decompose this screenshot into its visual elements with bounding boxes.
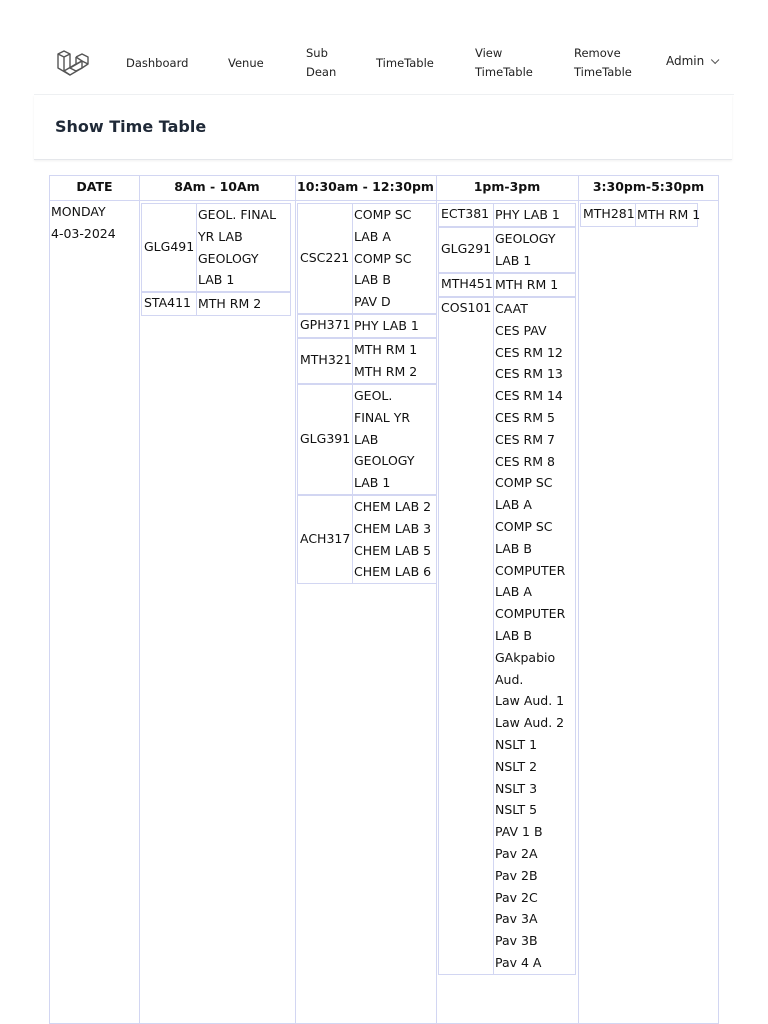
course-code: COS101 <box>441 300 492 315</box>
course-divider <box>635 204 636 226</box>
nav-view-timetable[interactable]: View TimeTable <box>475 46 533 79</box>
venue-name: MTH RM 1 <box>637 207 701 222</box>
chevron-down-icon <box>711 56 719 64</box>
course-divider <box>352 385 353 494</box>
course-entry <box>438 297 576 975</box>
course-entry <box>297 338 437 384</box>
venue-name: LAB A <box>495 584 532 600</box>
course-venues <box>495 228 555 272</box>
venue-name: Pav 3A <box>495 911 538 927</box>
column-header-slot-2: 10:30am - 12:30pm <box>297 179 434 194</box>
venue-name: PAV D <box>354 294 391 310</box>
course-venues <box>354 204 412 313</box>
timetable-grid <box>49 175 719 1024</box>
column-header-slot-1: 8Am - 10Am <box>174 179 260 194</box>
venue-name: LAB B <box>495 540 532 556</box>
course-entry <box>297 495 437 584</box>
venue-name: LAB A <box>354 228 391 244</box>
header-divider <box>50 200 718 201</box>
venue-name: COMP SC <box>495 475 553 491</box>
page-title: Show Time Table <box>55 117 207 136</box>
venue-name: Pav 2C <box>495 889 538 905</box>
venue-name: CHEM LAB 2 <box>354 499 432 514</box>
course-entry <box>438 227 576 273</box>
venue-name: CES RM 8 <box>495 453 555 469</box>
venue-name: COMPUTER <box>495 606 566 622</box>
venue-name: Law Aud. 1 <box>495 693 565 709</box>
venue-name: NSLT 5 <box>495 802 538 818</box>
course-code: CSC221 <box>300 250 350 265</box>
user-name: Admin <box>666 54 705 68</box>
venue-name: MTH RM 1 <box>495 277 559 292</box>
venue-name: LAB B <box>354 272 391 288</box>
venue-name: Aud. <box>495 671 524 687</box>
venue-name: LAB 1 <box>495 252 532 268</box>
course-code: GLG291 <box>441 241 492 256</box>
course-entry <box>438 273 576 297</box>
column-divider <box>578 176 579 1023</box>
venue-name: GAkpabio <box>495 649 556 665</box>
course-divider <box>352 339 353 383</box>
page-header <box>34 95 732 160</box>
venue-name: Pav 2B <box>495 867 538 883</box>
venue-name: PAV 1 B <box>495 824 543 840</box>
venue-name: CHEM LAB 5 <box>354 542 432 558</box>
course-code: ACH317 <box>300 531 351 546</box>
venue-name: MTH RM 2 <box>354 363 418 379</box>
column-header-date: DATE <box>76 179 113 194</box>
course-divider <box>352 496 353 583</box>
course-venues <box>354 385 414 494</box>
course-venues <box>495 298 565 974</box>
venue-name: YR LAB <box>198 228 243 244</box>
venue-name: Pav 4 A <box>495 954 542 970</box>
venue-name: GEOL. <box>354 388 393 403</box>
day-label: MONDAY <box>51 204 106 219</box>
venue-name: LAB A <box>495 497 532 513</box>
venue-name: MTH RM 1 <box>354 342 418 357</box>
nav-timetable[interactable]: TimeTable <box>376 56 434 70</box>
course-divider <box>352 204 353 313</box>
venue-name: CES RM 5 <box>495 409 555 425</box>
course-entry <box>580 203 701 227</box>
laravel-logo-icon[interactable] <box>55 48 89 82</box>
venue-name: CES RM 14 <box>495 388 563 404</box>
venue-name: COMPUTER <box>495 562 566 578</box>
course-entry <box>297 314 437 338</box>
course-divider <box>196 204 197 291</box>
nav-remove-timetable[interactable]: Remove TimeTable <box>574 46 632 79</box>
venue-name: FINAL YR <box>354 409 411 425</box>
course-code: MTH451 <box>441 276 493 291</box>
course-divider <box>493 274 494 296</box>
course-entry <box>297 203 437 314</box>
venue-name: PHY LAB 1 <box>354 318 419 333</box>
venue-name: GEOL. FINAL <box>198 207 277 222</box>
course-code: GLG491 <box>144 239 195 254</box>
column-divider <box>139 176 140 1023</box>
course-divider <box>493 298 494 974</box>
venue-name: CES PAV <box>495 322 547 338</box>
course-entry <box>297 384 437 495</box>
venue-name: COMP SC <box>354 250 412 266</box>
venue-name: CES RM 13 <box>495 366 563 382</box>
course-code: MTH321 <box>300 352 352 367</box>
venue-name: PHY LAB 1 <box>495 207 560 222</box>
course-divider <box>493 228 494 272</box>
course-venues <box>198 204 276 291</box>
column-header-slot-3: 1pm-3pm <box>473 179 541 194</box>
course-code: GLG391 <box>300 431 351 446</box>
venue-name: CES RM 7 <box>495 431 555 447</box>
course-code: ECT381 <box>441 206 490 221</box>
nav-venue[interactable]: Venue <box>228 56 264 70</box>
date-label: 4-03-2024 <box>51 226 116 241</box>
course-code: GPH371 <box>300 317 351 332</box>
user-menu[interactable] <box>666 54 716 68</box>
venue-name: COMP SC <box>354 207 412 222</box>
top-navbar <box>34 0 734 95</box>
course-venues <box>198 293 261 315</box>
venue-name: MTH RM 2 <box>198 296 262 311</box>
course-venues <box>637 204 700 226</box>
course-venues <box>354 496 431 583</box>
course-code: MTH281 <box>583 206 635 221</box>
venue-name: GEOLOGY <box>198 250 259 266</box>
venue-name: Pav 3B <box>495 933 538 949</box>
venue-name: GEOLOGY <box>354 453 415 469</box>
course-venues <box>495 274 558 296</box>
nav-dashboard[interactable]: Dashboard <box>126 56 189 70</box>
course-divider <box>196 293 197 315</box>
venue-name: Pav 2A <box>495 845 538 861</box>
venue-name: Law Aud. 2 <box>495 715 565 731</box>
venue-name: NSLT 1 <box>495 736 538 752</box>
course-venues <box>354 339 417 383</box>
venue-name: NSLT 3 <box>495 780 538 796</box>
course-divider <box>352 315 353 337</box>
venue-name: LAB B <box>495 627 532 643</box>
venue-name: CAAT <box>495 301 528 316</box>
venue-name: COMP SC <box>495 518 553 534</box>
course-entry <box>438 203 576 227</box>
column-header-slot-4: 3:30pm-5:30pm <box>592 179 705 194</box>
course-entry <box>141 203 291 292</box>
column-divider <box>295 176 296 1023</box>
venue-name: LAB 1 <box>354 475 391 491</box>
venue-name: CHEM LAB 3 <box>354 520 432 536</box>
course-venues <box>354 315 419 337</box>
venue-name: CHEM LAB 6 <box>354 564 432 580</box>
course-divider <box>493 204 494 226</box>
nav-sub-dean[interactable]: Sub Dean <box>306 46 337 79</box>
course-code: STA411 <box>144 295 192 310</box>
venue-name: CES RM 12 <box>495 344 563 360</box>
course-entry <box>141 292 291 316</box>
course-venues <box>495 204 560 226</box>
venue-name: LAB <box>354 431 379 447</box>
venue-name: GEOLOGY <box>495 231 556 246</box>
venue-name: LAB 1 <box>198 272 235 288</box>
venue-name: NSLT 2 <box>495 758 538 774</box>
